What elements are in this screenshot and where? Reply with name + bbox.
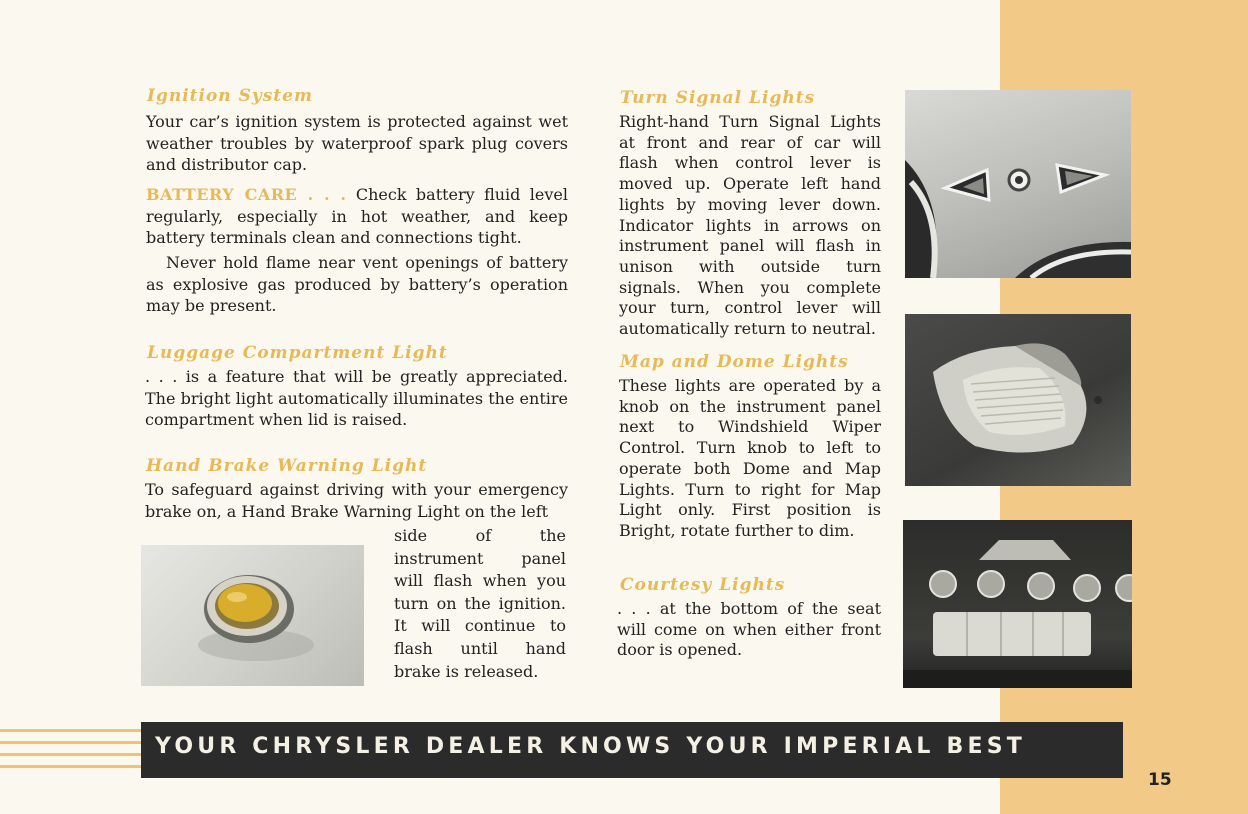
courtesy-light-image (903, 520, 1132, 688)
hand-brake-light-photo (141, 545, 364, 686)
ignition-body: Your car’s ignition system is protected against wet weather troubles by waterproof spark plug covers and distributor cap. (146, 112, 568, 174)
map-dome-light-photo (905, 314, 1131, 486)
battery-body-2: Never hold flame near vent openings of battery as explosive gas produced by battery’s operation may be present. (146, 253, 568, 315)
page-number: 15 (1148, 770, 1172, 790)
hand-brake-body: To safeguard against driving with your emergency brake on, a Hand Brake Warning Light on the left (145, 480, 568, 521)
map-dome-light-image (905, 314, 1131, 486)
map-dome-body: These lights are operated by a knob on the instrument panel next to Windshield Wiper Control. Turn knob to left to operate both Dome and Map Lights. Turn to right for Map Light only. First position is Bright, rotate further to dim. (619, 376, 881, 540)
decorative-rule (0, 729, 141, 732)
luggage-body: . . . is a feature that will be greatly appreciated. The bright light automatically illuminates the entire compartment when lid is raised. (145, 367, 568, 429)
decorative-rule (0, 741, 141, 744)
turn-signal-image (905, 90, 1131, 278)
hand-brake-light-image (141, 545, 364, 686)
decorative-rule (0, 753, 141, 756)
hand-brake-body-cont: side of the instrument panel will flash when you turn on the ignition. It will continue to flash until hand brake is released. (394, 526, 566, 681)
battery-lead: BATTERY CARE . . . (146, 185, 347, 204)
courtesy-heading: Courtesy Lights (620, 575, 786, 595)
courtesy-light-photo (903, 520, 1132, 688)
courtesy-body: . . . at the bottom of the seat will come on when either front door is opened. (617, 599, 881, 660)
battery-paragraph (146, 184, 568, 249)
turn-signal-photo (905, 90, 1131, 278)
turn-signal-heading: Turn Signal Lights (620, 88, 816, 108)
turn-signal-body: Right-hand Turn Signal Lights at front and rear of car will flash when control lever is moved up. Operate left hand lights by moving lever down. Indicator lights in arrows on instrument panel will flash in unison with outside turn signals. When you complete your turn, control lever will automatically return to neutral. (619, 112, 881, 339)
hand-brake-heading: Hand Brake Warning Light (146, 456, 428, 476)
dealer-banner (141, 722, 1123, 778)
battery-body: Check battery fluid level regularly, especially in hot weather, and keep battery terminals clean and connections tight. (146, 185, 568, 247)
ignition-heading: Ignition System (147, 86, 313, 106)
luggage-heading: Luggage Compartment Light (147, 343, 448, 363)
dealer-banner-text: YOUR CHRYSLER DEALER KNOWS YOUR IMPERIAL BEST (155, 734, 1026, 759)
map-dome-heading: Map and Dome Lights (620, 352, 849, 372)
decorative-rule (0, 765, 141, 768)
